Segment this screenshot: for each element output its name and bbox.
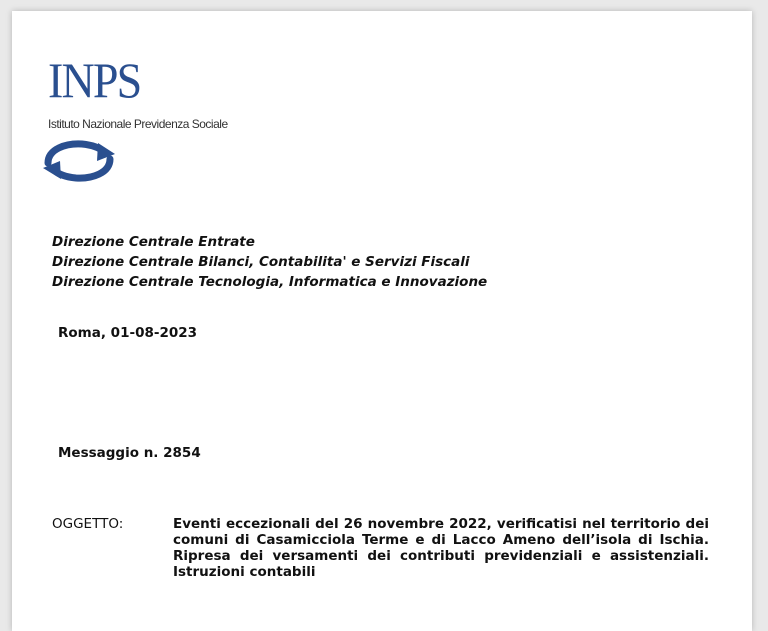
circular-arrows-icon [40,139,118,183]
directorate-tecnologia: Direzione Centrale Tecnologia, Informatica e Innovazione [52,274,488,290]
subject-label: OGGETTO: [52,516,124,532]
directorate-bilanci: Direzione Centrale Bilanci, Contabilita' e Servizi Fiscali [52,254,470,270]
directorate-entrate: Direzione Centrale Entrate [52,234,255,250]
document-page [12,11,752,631]
message-number: Messaggio n. 2854 [58,445,201,461]
subject-text: Eventi eccezionali del 26 novembre 2022, verificatisi nel territorio dei comuni di Casamicciola Terme e di Lacco Ameno dell’isola di Ischia. Ripresa dei versamenti dei contributi previdenziali e assistenziali. Istruzioni contabili [173,516,709,580]
logo-subtitle: Istituto Nazionale Previdenza Sociale [48,117,228,131]
directorates-list [52,232,487,292]
inps-logo-wordmark: INPS [48,52,141,108]
date-line: Roma, 01-08-2023 [58,325,198,341]
